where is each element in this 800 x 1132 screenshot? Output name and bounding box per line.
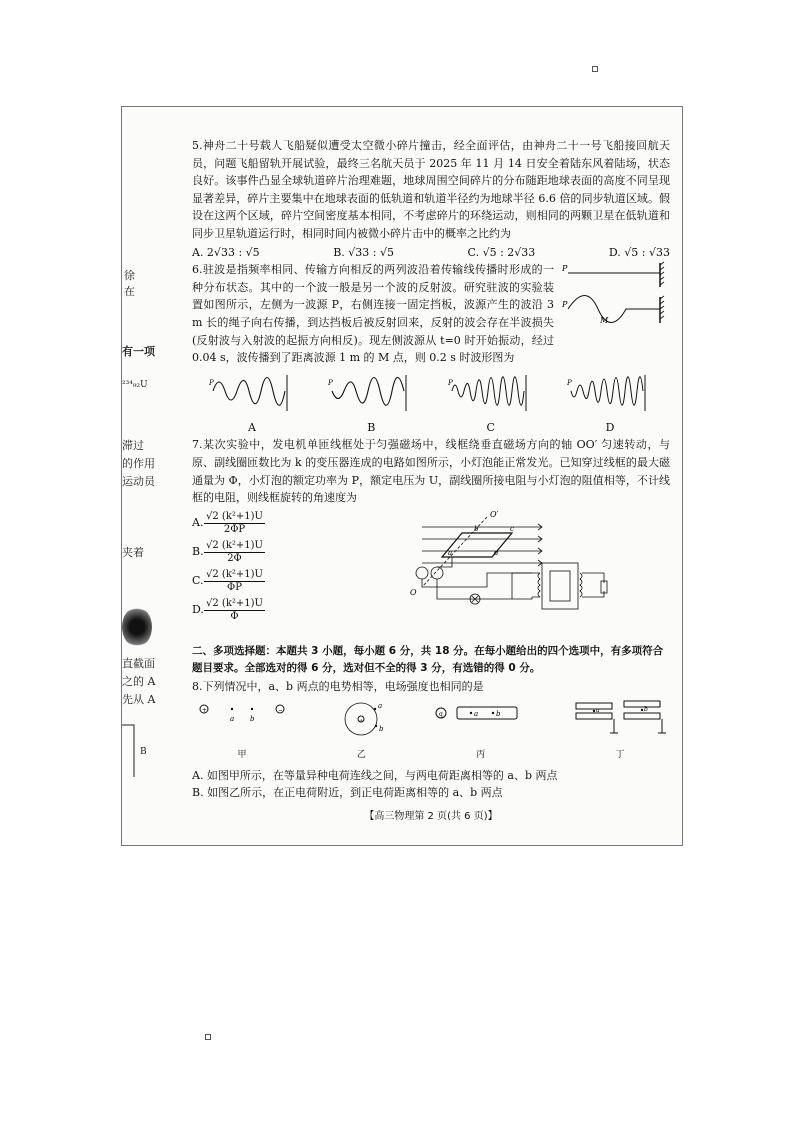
exam-page xyxy=(192,137,670,825)
option-a: A. 2√33 : √5 xyxy=(192,245,260,259)
edge-figure xyxy=(122,717,142,777)
question-6-text: 6.驻波是指频率相同、传输方向相反的两列波沿着传输线传播时形成的一种分布状态。其中的一个波一般是另一个波的反射波。研究驻波的实验装置如图所示，左侧为一波源 P，右侧连接一固定挡板，波源产生的波沿 3 m 长的绳子向右传播，到达挡板后被反射回来，反射的波会存在半波损失(反射波与入射波的起振方向相反)。现左侧波源从 t=0 时开始振动，经过 0.04 s，波传播到了距离波源 1 m 的 M 点，则 0.2 s 时波形图为 xyxy=(192,263,554,365)
svg-text:a: a xyxy=(448,548,453,557)
option-a: A. $\frac{\text{√2 (k²+1)U}}{2\Phi P}$ xyxy=(192,510,263,535)
generator-transformer-circuit-figure xyxy=(392,507,622,637)
option-b: B. $\frac{\text{√2 (k²+1)U}}{2\Phi}$ xyxy=(192,539,263,564)
svg-text:−: − xyxy=(278,707,284,715)
corner-mark xyxy=(592,66,598,72)
svg-text:+: + xyxy=(359,718,364,725)
svg-text:c: c xyxy=(510,524,514,533)
wave-option-a: P A xyxy=(202,371,302,437)
edge-text: 之的 A xyxy=(122,675,156,688)
figure-ding xyxy=(570,699,670,764)
option-d: D. $\frac{\text{√2 (k²+1)U}}{\Phi}$ xyxy=(192,597,263,622)
svg-text:a: a xyxy=(473,710,478,719)
figure-jia xyxy=(192,699,292,764)
edge-text: 的作用 xyxy=(122,457,155,470)
edge-text: 徐 xyxy=(124,269,135,282)
label-p: P xyxy=(562,300,568,310)
svg-text:a: a xyxy=(378,702,383,711)
svg-text:P: P xyxy=(566,378,572,387)
svg-text:O: O xyxy=(410,587,417,597)
edge-text: 滞过 xyxy=(122,439,144,452)
figure-bing xyxy=(431,699,531,764)
svg-text:b: b xyxy=(379,725,384,734)
question-8-figures xyxy=(192,699,670,764)
caption-yi: 乙 xyxy=(356,750,366,761)
svg-text:b: b xyxy=(250,715,255,724)
caption-ding: 丁 xyxy=(615,750,625,761)
svg-text:a: a xyxy=(595,707,600,715)
svg-text:b: b xyxy=(474,524,479,533)
caption-bing: 丙 xyxy=(476,750,486,761)
question-8-text: 8.下列情况中，a、b 两点的电势相等，电场强度也相同的是 xyxy=(192,679,484,693)
wave-option-d: P D xyxy=(560,371,660,437)
wave-b-figure xyxy=(326,371,416,417)
wave-c-figure xyxy=(446,371,536,417)
figure-yi xyxy=(331,699,391,764)
question-6 xyxy=(192,261,670,436)
edge-text: ²³⁴₉₂U xyxy=(122,380,148,390)
wave-option-c: P C xyxy=(441,371,541,437)
standing-wave-apparatus-figure xyxy=(560,261,670,331)
svg-text:b: b xyxy=(495,710,501,719)
svg-text:a: a xyxy=(230,715,235,724)
question-7-text: 7.某次实验中，发电机单匝线框处于匀强磁场中，线框绕垂直磁场方向的轴 OO′ 匀速转动，与原、副线圈匝数比为 k 的变压器连成的电路如图所示，小灯泡能正常发光。已知穿过线框的最大磁通量为 Φ，小灯泡的额定功率为 P，额定电压为 U，副线圈所接电阻与小灯泡的阻值相等，不计线框的电阻，则线框旋转的角速度为 xyxy=(192,438,670,505)
question-7 xyxy=(192,436,670,636)
svg-text:d: d xyxy=(494,548,499,557)
wave-options xyxy=(192,371,670,437)
wave-a-figure xyxy=(207,371,297,417)
wave-d-figure xyxy=(565,371,655,417)
edge-text: 运动员 xyxy=(122,475,155,488)
page-footer: 【高三物理第 2 页(共 6 页)】 xyxy=(364,810,498,822)
edge-text: B xyxy=(140,747,147,757)
option-c: C. $\frac{\text{√2 (k²+1)U}}{\Phi P}$ xyxy=(192,568,263,593)
edge-text: 在 xyxy=(124,285,135,298)
svg-text:b: b xyxy=(643,706,648,714)
caption-jia: 甲 xyxy=(237,750,247,761)
svg-text:O′: O′ xyxy=(490,509,499,519)
question-5 xyxy=(192,137,670,261)
question-7-options xyxy=(192,507,302,637)
corner-mark xyxy=(205,1034,211,1040)
svg-text:P: P xyxy=(447,378,453,387)
svg-text:+: + xyxy=(202,707,208,715)
option-c: C. √5 : 2√33 xyxy=(467,245,536,259)
edge-text: 先从 A xyxy=(122,693,156,706)
section-heading-multiple-choice: 二、多项选择题：本题共 3 小题，每小题 6 分，共 18 分。在每小题给出的四个选项中，有多项符合题目要求。全部选对的得 6 分，选对但不全的得 3 分，有选错的得 0 分。 xyxy=(192,644,664,675)
svg-text:P: P xyxy=(209,378,214,387)
label-p: P xyxy=(562,264,568,274)
option-b: B. √33 : √5 xyxy=(333,245,394,259)
option-b: B. 如图乙所示，在正电荷附近，到正电荷距离相等的 a、b 两点 xyxy=(192,786,503,800)
svg-text:P: P xyxy=(328,378,334,387)
question-5-options xyxy=(192,244,670,262)
ink-blot xyxy=(122,607,152,647)
question-5-text: 5.神舟二十号载人飞船疑似遭受太空微小碎片撞击，经全面评估，由神舟二十一号飞船接回航天员，问题飞船留轨开展试验，最终三名航天员于 2025 年 11 月 14 日安全着陆东风着陆场，状态良好。该事件凸显全球轨道碎片治理难题，地球周围空间碎片的分布随距地球表面的高度不同呈现显著差异，碎片主要集中在地球表面的低轨道和轨道半径约为地球半径 6.6 倍的同步轨道区域。假设在这两个区域，碎片空间密度基本相同，不考虑碎片的环绕运动，则相同的两颗卫星在低轨道和同步卫星轨道运行时，相同时间内被微小碎片击中的概率之比约为 xyxy=(192,139,670,240)
svg-text:q: q xyxy=(438,711,443,719)
option-d: D. √5 : √33 xyxy=(608,245,670,259)
edge-text: 直截面 xyxy=(122,657,155,670)
wave-option-b: P B xyxy=(321,371,421,437)
edge-text: 夹着 xyxy=(122,546,144,559)
question-8 xyxy=(192,678,670,802)
label-m: M xyxy=(600,316,609,326)
scanned-page xyxy=(121,106,683,846)
edge-text: 有一项 xyxy=(122,345,155,358)
option-a: A. 如图甲所示，在等量异种电荷连线之间，与两电荷距离相等的 a、b 两点 xyxy=(192,768,558,782)
